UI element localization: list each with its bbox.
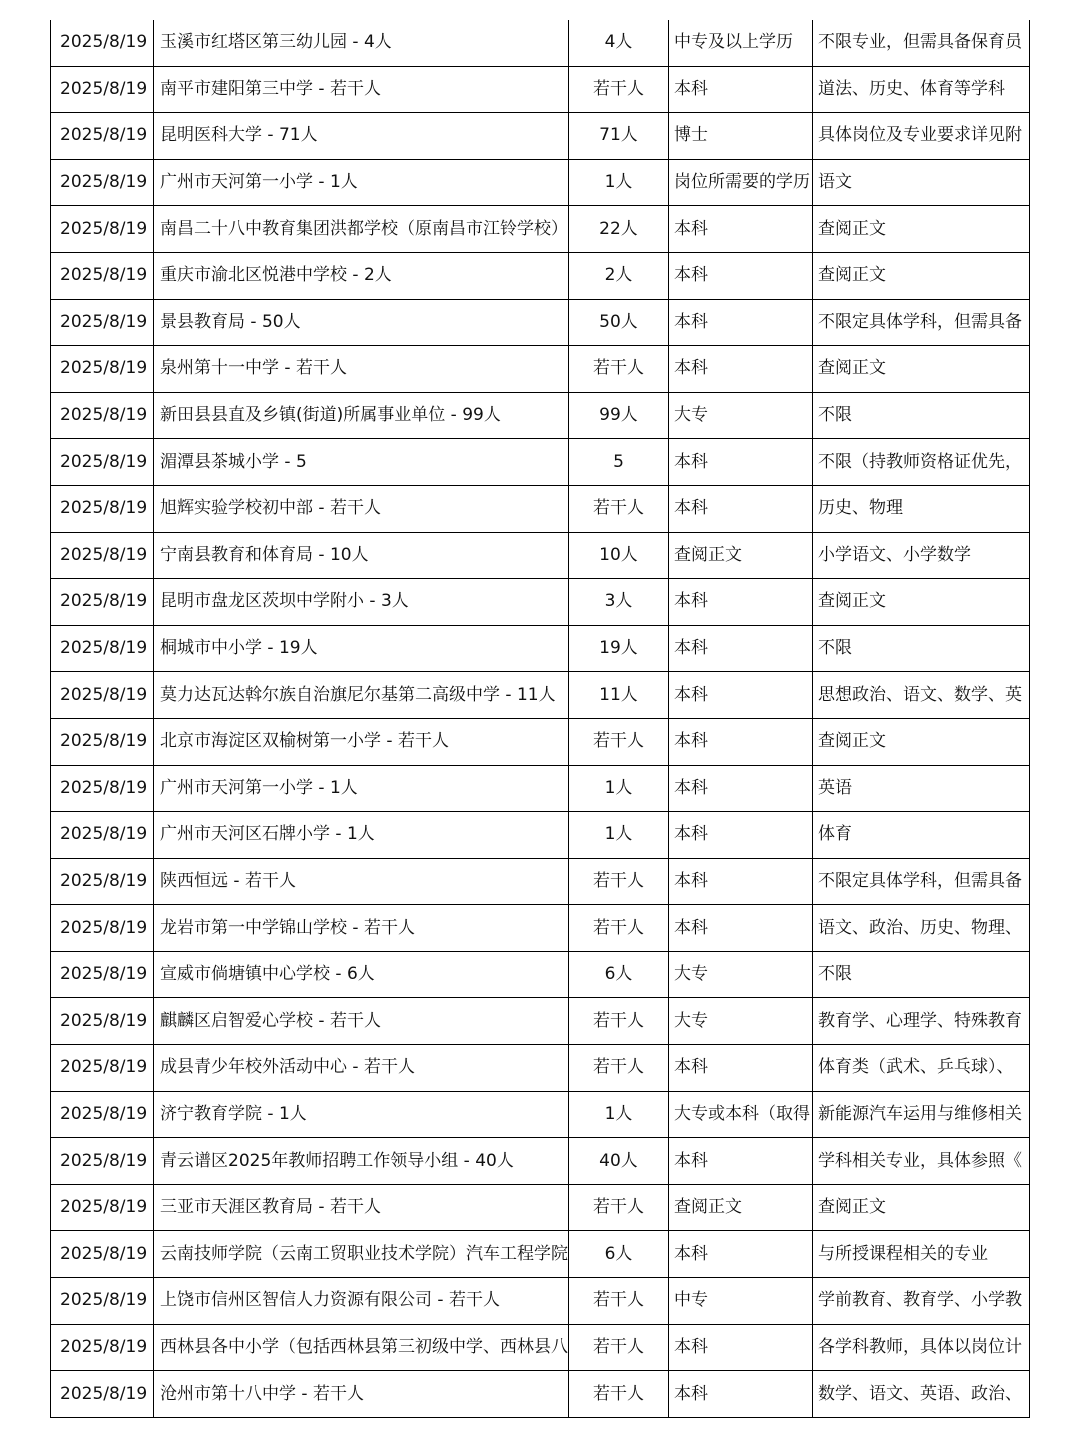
table-row [51,346,1030,393]
unit-cell: 新田县县直及乡镇(街道)所属事业单位 - 99人 [154,392,569,439]
count-cell: 10人 [569,532,669,579]
count-cell: 1人 [569,1091,669,1138]
unit-cell: 广州市天河第一小学 - 1人 [154,765,569,812]
count-cell: 1人 [569,159,669,206]
unit-cell: 云南技师学院（云南工贸职业技术学院）汽车工程学院 [154,1231,569,1278]
major-cell: 学科相关专业，具体参照《 [813,1138,1030,1185]
major-cell: 道法、历史、体育等学科 [813,66,1030,113]
unit-cell: 桐城市中小学 - 19人 [154,625,569,672]
date-cell: 2025/8/19 [51,113,154,160]
table-row [51,1184,1030,1231]
unit-cell: 西林县各中小学（包括西林县第三初级中学、西林县八 [154,1324,569,1371]
date-cell: 2025/8/19 [51,1184,154,1231]
count-cell: 若干人 [569,1371,669,1418]
unit-cell: 龙岩市第一中学锦山学校 - 若干人 [154,905,569,952]
date-cell: 2025/8/19 [51,252,154,299]
count-cell: 若干人 [569,1184,669,1231]
table-row [51,206,1030,253]
unit-cell: 广州市天河第一小学 - 1人 [154,159,569,206]
date-cell: 2025/8/19 [51,1045,154,1092]
table-row [51,765,1030,812]
education-cell: 大专 [669,392,813,439]
table-row [51,532,1030,579]
count-cell: 6人 [569,1231,669,1278]
date-cell: 2025/8/19 [51,1138,154,1185]
date-cell: 2025/8/19 [51,1371,154,1418]
major-cell: 语文 [813,159,1030,206]
table-row [51,1324,1030,1371]
major-cell: 查阅正文 [813,1184,1030,1231]
date-cell: 2025/8/19 [51,905,154,952]
major-cell: 查阅正文 [813,346,1030,393]
major-cell: 各学科教师，具体以岗位计 [813,1324,1030,1371]
unit-cell: 沧州市第十八中学 - 若干人 [154,1371,569,1418]
education-cell: 大专或本科（取得 [669,1091,813,1138]
table-row [51,485,1030,532]
major-cell: 具体岗位及专业要求详见附 [813,113,1030,160]
education-cell: 本科 [669,346,813,393]
unit-cell: 宁南县教育和体育局 - 10人 [154,532,569,579]
education-cell: 本科 [669,1045,813,1092]
unit-cell: 南昌二十八中教育集团洪都学校（原南昌市江铃学校） [154,206,569,253]
date-cell: 2025/8/19 [51,299,154,346]
count-cell: 若干人 [569,998,669,1045]
table-row [51,1231,1030,1278]
date-cell: 2025/8/19 [51,1278,154,1325]
date-cell: 2025/8/19 [51,951,154,998]
major-cell: 不限定具体学科，但需具备 [813,299,1030,346]
date-cell: 2025/8/19 [51,532,154,579]
count-cell: 50人 [569,299,669,346]
table-row [51,951,1030,998]
table-row [51,812,1030,859]
education-cell: 本科 [669,1138,813,1185]
education-cell: 本科 [669,206,813,253]
major-cell: 历史、物理 [813,485,1030,532]
date-cell: 2025/8/19 [51,392,154,439]
major-cell: 不限 [813,951,1030,998]
unit-cell: 南平市建阳第三中学 - 若干人 [154,66,569,113]
unit-cell: 上饶市信州区智信人力资源有限公司 - 若干人 [154,1278,569,1325]
education-cell: 本科 [669,905,813,952]
table-row [51,252,1030,299]
count-cell: 22人 [569,206,669,253]
education-cell: 大专 [669,951,813,998]
table-body [51,20,1030,1417]
education-cell: 本科 [669,439,813,486]
major-cell: 查阅正文 [813,206,1030,253]
date-cell: 2025/8/19 [51,625,154,672]
table-row [51,20,1030,66]
unit-cell: 泉州第十一中学 - 若干人 [154,346,569,393]
education-cell: 本科 [669,1231,813,1278]
education-cell: 本科 [669,672,813,719]
date-cell: 2025/8/19 [51,998,154,1045]
date-cell: 2025/8/19 [51,765,154,812]
unit-cell: 湄潭县茶城小学 - 5 [154,439,569,486]
date-cell: 2025/8/19 [51,579,154,626]
table-row [51,159,1030,206]
table-row [51,672,1030,719]
major-cell: 体育类（武术、乒乓球）、 [813,1045,1030,1092]
date-cell: 2025/8/19 [51,206,154,253]
date-cell: 2025/8/19 [51,439,154,486]
date-cell: 2025/8/19 [51,1324,154,1371]
table-row [51,1371,1030,1418]
unit-cell: 玉溪市红塔区第三幼儿园 - 4人 [154,20,569,66]
major-cell: 学前教育、教育学、小学教 [813,1278,1030,1325]
unit-cell: 济宁教育学院 - 1人 [154,1091,569,1138]
major-cell: 数学、语文、英语、政治、 [813,1371,1030,1418]
major-cell: 教育学、心理学、特殊教育 [813,998,1030,1045]
education-cell: 博士 [669,113,813,160]
date-cell: 2025/8/19 [51,159,154,206]
table-row [51,905,1030,952]
table-row [51,858,1030,905]
count-cell: 19人 [569,625,669,672]
table-row [51,579,1030,626]
education-cell: 本科 [669,252,813,299]
table-row [51,1091,1030,1138]
unit-cell: 北京市海淀区双榆树第一小学 - 若干人 [154,718,569,765]
major-cell: 新能源汽车运用与维修相关 [813,1091,1030,1138]
date-cell: 2025/8/19 [51,1091,154,1138]
table-row [51,1278,1030,1325]
education-cell: 本科 [669,66,813,113]
major-cell: 查阅正文 [813,579,1030,626]
count-cell: 6人 [569,951,669,998]
education-cell: 本科 [669,625,813,672]
table-row [51,1138,1030,1185]
count-cell: 若干人 [569,718,669,765]
unit-cell: 陕西恒远 - 若干人 [154,858,569,905]
education-cell: 查阅正文 [669,532,813,579]
count-cell: 40人 [569,1138,669,1185]
unit-cell: 三亚市天涯区教育局 - 若干人 [154,1184,569,1231]
major-cell: 思想政治、语文、数学、英 [813,672,1030,719]
table-row [51,299,1030,346]
major-cell: 语文、政治、历史、物理、 [813,905,1030,952]
unit-cell: 景县教育局 - 50人 [154,299,569,346]
major-cell: 不限（持教师资格证优先， [813,439,1030,486]
major-cell: 查阅正文 [813,718,1030,765]
education-cell: 本科 [669,579,813,626]
major-cell: 体育 [813,812,1030,859]
count-cell: 若干人 [569,346,669,393]
count-cell: 若干人 [569,858,669,905]
education-cell: 中专 [669,1278,813,1325]
date-cell: 2025/8/19 [51,485,154,532]
date-cell: 2025/8/19 [51,858,154,905]
date-cell: 2025/8/19 [51,20,154,66]
date-cell: 2025/8/19 [51,66,154,113]
unit-cell: 青云谱区2025年教师招聘工作领导小组 - 40人 [154,1138,569,1185]
count-cell: 1人 [569,812,669,859]
table-row [51,113,1030,160]
education-cell: 大专 [669,998,813,1045]
count-cell: 71人 [569,113,669,160]
major-cell: 英语 [813,765,1030,812]
education-cell: 查阅正文 [669,1184,813,1231]
table-row [51,392,1030,439]
date-cell: 2025/8/19 [51,812,154,859]
table-row [51,718,1030,765]
education-cell: 本科 [669,765,813,812]
count-cell: 若干人 [569,66,669,113]
major-cell: 不限专业，但需具备保育员 [813,20,1030,66]
date-cell: 2025/8/19 [51,1231,154,1278]
unit-cell: 成县青少年校外活动中心 - 若干人 [154,1045,569,1092]
major-cell: 不限定具体学科，但需具备 [813,858,1030,905]
education-cell: 本科 [669,1371,813,1418]
table-row [51,1045,1030,1092]
table-row [51,66,1030,113]
count-cell: 4人 [569,20,669,66]
date-cell: 2025/8/19 [51,346,154,393]
unit-cell: 莫力达瓦达斡尔族自治旗尼尔基第二高级中学 - 11人 [154,672,569,719]
count-cell: 1人 [569,765,669,812]
education-cell: 中专及以上学历 [669,20,813,66]
major-cell: 小学语文、小学数学 [813,532,1030,579]
unit-cell: 昆明医科大学 - 71人 [154,113,569,160]
unit-cell: 麒麟区启智爱心学校 - 若干人 [154,998,569,1045]
education-cell: 本科 [669,1324,813,1371]
date-cell: 2025/8/19 [51,672,154,719]
education-cell: 本科 [669,858,813,905]
education-cell: 本科 [669,299,813,346]
education-cell: 本科 [669,812,813,859]
count-cell: 5 [569,439,669,486]
recruitment-table [50,20,1030,1418]
count-cell: 2人 [569,252,669,299]
table-row [51,625,1030,672]
count-cell: 若干人 [569,1045,669,1092]
unit-cell: 旭辉实验学校初中部 - 若干人 [154,485,569,532]
major-cell: 不限 [813,625,1030,672]
major-cell: 与所授课程相关的专业 [813,1231,1030,1278]
date-cell: 2025/8/19 [51,718,154,765]
major-cell: 不限 [813,392,1030,439]
unit-cell: 昆明市盘龙区茨坝中学附小 - 3人 [154,579,569,626]
major-cell: 查阅正文 [813,252,1030,299]
education-cell: 本科 [669,718,813,765]
count-cell: 若干人 [569,485,669,532]
count-cell: 11人 [569,672,669,719]
count-cell: 若干人 [569,1324,669,1371]
unit-cell: 重庆市渝北区悦港中学校 - 2人 [154,252,569,299]
count-cell: 99人 [569,392,669,439]
education-cell: 本科 [669,485,813,532]
table-row [51,439,1030,486]
count-cell: 若干人 [569,905,669,952]
education-cell: 岗位所需要的学历 [669,159,813,206]
count-cell: 3人 [569,579,669,626]
unit-cell: 广州市天河区石牌小学 - 1人 [154,812,569,859]
table-row [51,998,1030,1045]
count-cell: 若干人 [569,1278,669,1325]
unit-cell: 宣威市倘塘镇中心学校 - 6人 [154,951,569,998]
